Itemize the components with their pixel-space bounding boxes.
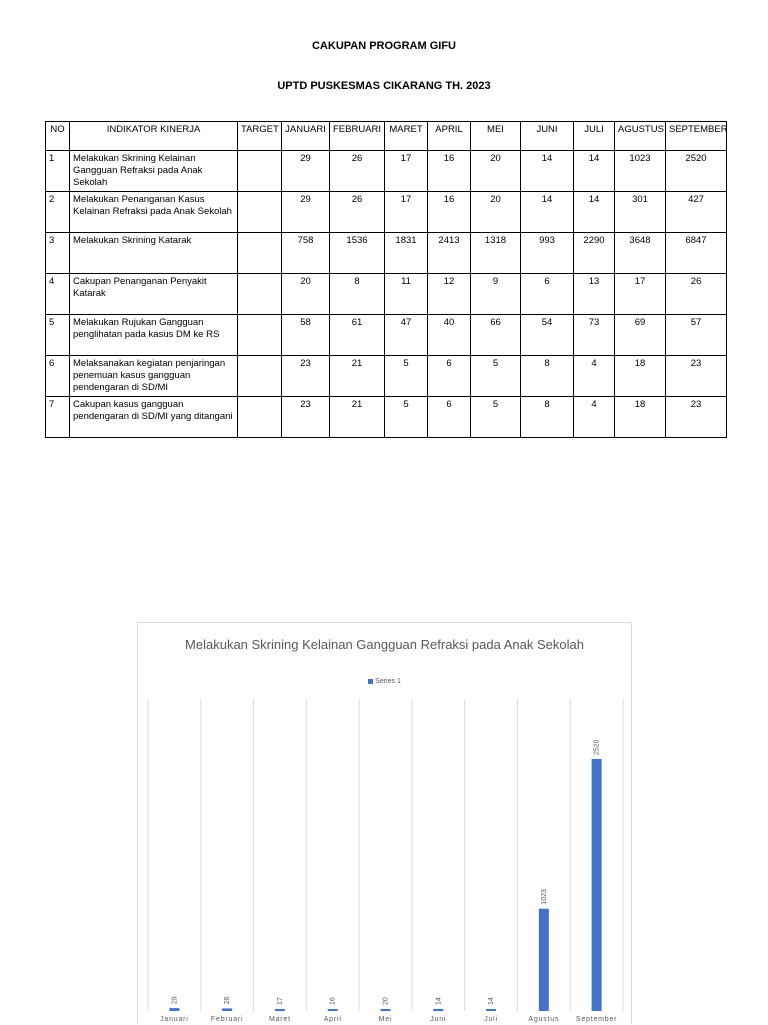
row-number: 5 [46,315,70,356]
value-cell: 5 [471,356,521,397]
bar-april [328,1009,338,1011]
category-label: Mei [378,1016,393,1023]
value-cell: 4 [574,397,615,438]
value-cell: 14 [521,192,574,233]
value-cell: 20 [471,192,521,233]
table-row [46,397,727,438]
table-header-row [46,122,727,151]
value-cell: 5 [385,397,428,438]
value-cell: 16 [428,151,471,192]
indicator-cell: Melakukan Skrining Kelainan Gangguan Refraksi pada Anak Sekolah [70,151,238,192]
chart-title: Melakukan Skrining Kelainan Gangguan Refraksi pada Anak Sekolah [185,637,584,652]
category-label: Juli [484,1016,498,1023]
category-label: Januari [160,1016,189,1023]
table-row [46,151,727,192]
value-cell: 69 [615,315,666,356]
category-label: Februari [210,1016,244,1023]
value-cell: 1536 [330,233,385,274]
value-cell: 14 [574,192,615,233]
value-cell: 26 [330,151,385,192]
value-cell: 427 [666,192,727,233]
bar-juli [486,1009,496,1011]
value-cell: 8 [521,356,574,397]
bar-juni [433,1009,443,1011]
data-label: 14 [488,997,496,1005]
column-header: JULI [574,122,615,151]
category-label: Agustus [528,1016,560,1023]
bar-januari [169,1008,179,1011]
table-row [46,274,727,315]
value-cell: 2520 [666,151,727,192]
category-label: Maret [268,1016,291,1023]
value-cell: 21 [330,356,385,397]
value-cell: 11 [385,274,428,315]
category-label: April [323,1016,342,1023]
value-cell: 26 [330,192,385,233]
table-row [46,315,727,356]
value-cell: 23 [666,356,727,397]
data-label: 26 [224,996,232,1005]
value-cell: 8 [521,397,574,438]
value-cell: 17 [385,151,428,192]
data-label: 20 [382,997,390,1005]
value-cell: 9 [471,274,521,315]
value-cell: 2290 [574,233,615,274]
value-cell: 6 [521,274,574,315]
value-cell: 993 [521,233,574,274]
bar-maret [275,1009,285,1011]
row-number: 1 [46,151,70,192]
bar-september [592,759,602,1011]
data-label: 14 [435,997,443,1005]
value-cell: 18 [615,356,666,397]
category-label: Juni [430,1016,447,1023]
column-header: INDIKATOR KINERJA [70,122,238,151]
table-row [46,356,727,397]
target-cell [238,356,282,397]
value-cell: 5 [471,397,521,438]
target-cell [238,151,282,192]
chart-plot-area [138,623,633,1025]
value-cell: 6 [428,397,471,438]
target-cell [238,233,282,274]
row-number: 2 [46,192,70,233]
row-number: 7 [46,397,70,438]
value-cell: 40 [428,315,471,356]
value-cell: 17 [385,192,428,233]
program-coverage-table [45,121,727,438]
value-cell: 57 [666,315,727,356]
indicator-cell: Melaksanakan kegiatan penjaringan penemuan kasus gangguan pendengaran di SD/MI [70,356,238,397]
value-cell: 66 [471,315,521,356]
indicator-cell: Melakukan Skrining Katarak [70,233,238,274]
value-cell: 20 [471,151,521,192]
value-cell: 16 [428,192,471,233]
value-cell: 4 [574,356,615,397]
value-cell: 29 [282,151,330,192]
value-cell: 5 [385,356,428,397]
data-label: 2520 [593,739,601,755]
indicator-cell: Melakukan Penanganan Kasus Kelainan Refraksi pada Anak Sekolah [70,192,238,233]
value-cell: 2413 [428,233,471,274]
value-cell: 26 [666,274,727,315]
value-cell: 13 [574,274,615,315]
value-cell: 23 [282,397,330,438]
value-cell: 58 [282,315,330,356]
target-cell [238,274,282,315]
bar-mei [381,1009,391,1011]
column-header: NO [46,122,70,151]
data-label: 17 [276,997,284,1005]
table-row [46,192,727,233]
column-header: TARGET [238,122,282,151]
category-label: September [575,1016,618,1023]
value-cell: 23 [666,397,727,438]
target-cell [238,315,282,356]
value-cell: 758 [282,233,330,274]
column-header: APRIL [428,122,471,151]
bar-agustus [539,909,549,1011]
value-cell: 8 [330,274,385,315]
value-cell: 1023 [615,151,666,192]
value-cell: 73 [574,315,615,356]
value-cell: 12 [428,274,471,315]
target-cell [238,192,282,233]
legend-label: Series 1 [375,678,401,685]
data-label: 29 [171,996,179,1005]
row-number: 6 [46,356,70,397]
document-subtitle: UPTD PUSKESMAS CIKARANG TH. 2023 [277,80,491,92]
value-cell: 6 [428,356,471,397]
column-header: AGUSTUS [615,122,666,151]
indicator-cell: Cakupan Penanganan Penyakit Katarak [70,274,238,315]
value-cell: 301 [615,192,666,233]
column-header: MEI [471,122,521,151]
column-header: JANUARI [282,122,330,151]
column-header: JUNI [521,122,574,151]
row-number: 4 [46,274,70,315]
value-cell: 23 [282,356,330,397]
value-cell: 14 [521,151,574,192]
row-number: 3 [46,233,70,274]
document-title: CAKUPAN PROGRAM GIFU [311,40,456,52]
indicator-cell: Melakukan Rujukan Gangguan penglihatan pada kasus DM ke RS [70,315,238,356]
value-cell: 14 [574,151,615,192]
value-cell: 21 [330,397,385,438]
bar-chart [137,622,632,1024]
value-cell: 47 [385,315,428,356]
value-cell: 61 [330,315,385,356]
data-label: 1023 [540,889,548,905]
value-cell: 29 [282,192,330,233]
value-cell: 18 [615,397,666,438]
value-cell: 1831 [385,233,428,274]
bar-februari [222,1008,232,1011]
value-cell: 3648 [615,233,666,274]
target-cell [238,397,282,438]
table-row [46,233,727,274]
value-cell: 20 [282,274,330,315]
indicator-cell: Cakupan kasus gangguan pendengaran di SD/MI yang ditangani [70,397,238,438]
value-cell: 6847 [666,233,727,274]
value-cell: 17 [615,274,666,315]
value-cell: 1318 [471,233,521,274]
data-label: 16 [329,997,337,1005]
column-header: FEBRUARI [330,122,385,151]
value-cell: 54 [521,315,574,356]
column-header: SEPTEMBER [666,122,727,151]
column-header: MARET [385,122,428,151]
